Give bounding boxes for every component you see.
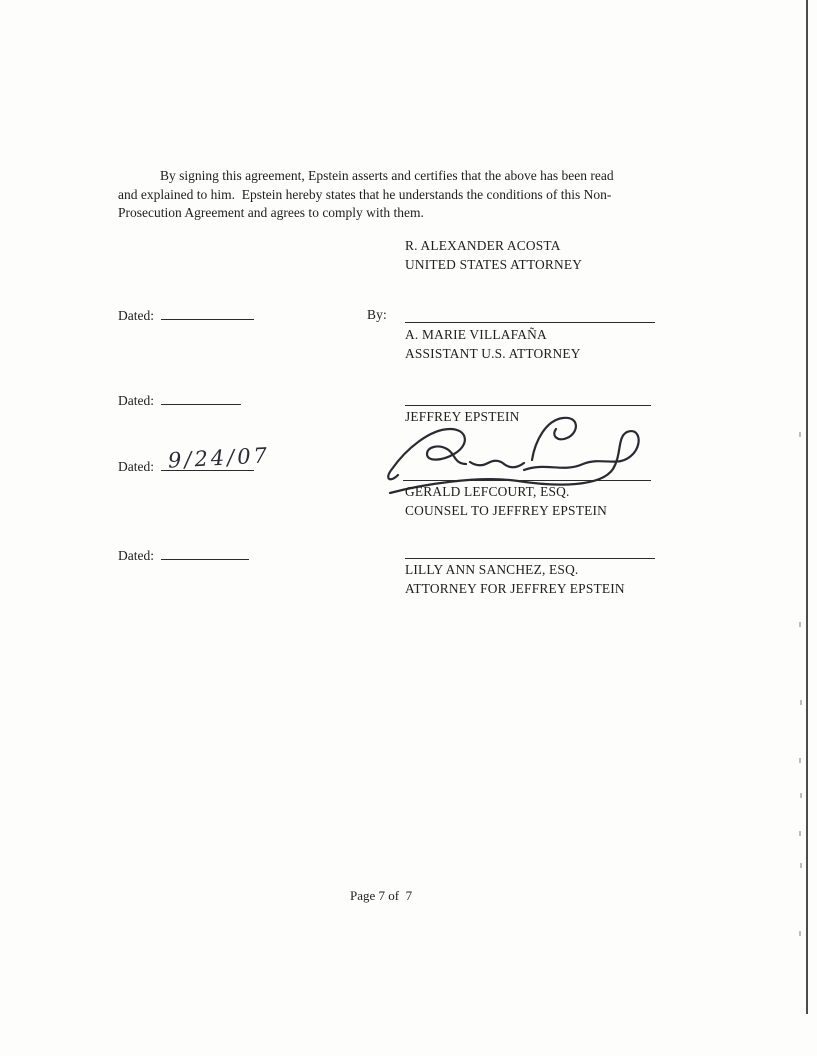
paragraph-line: By signing this agreement, Epstein asserts and certifies that the above has been read (160, 168, 614, 183)
scan-speckle (800, 700, 802, 705)
dated-label: Dated: (118, 459, 154, 474)
date-blank-line (161, 391, 241, 405)
signee-name: GERALD LEFCOURT, ESQ. (405, 484, 570, 499)
signee-block-lefcourt (405, 483, 607, 520)
signee-block-sanchez (405, 561, 625, 598)
paragraph-line: Prosecution Agreement and agrees to comply with them. (118, 205, 424, 221)
scan-speckle (799, 931, 801, 936)
by-label: By: (367, 307, 387, 322)
signee-block-villafana (405, 326, 581, 363)
signature-line (405, 558, 655, 559)
scan-speckle (800, 793, 802, 798)
scan-speckle (799, 831, 801, 836)
dated-row-epstein (118, 391, 241, 409)
signee-name: JEFFREY EPSTEIN (405, 409, 520, 424)
signee-title: ASSISTANT U.S. ATTORNEY (405, 345, 581, 361)
paragraph-line: and explained to him. Epstein hereby states that he understands the conditions of this Non- (118, 186, 612, 202)
dated-row-sanchez (118, 546, 249, 564)
signature-line (405, 322, 655, 323)
us-attorney-block (405, 237, 582, 274)
dated-row-villafana (118, 306, 254, 324)
dated-label: Dated: (118, 308, 154, 323)
signature-line (405, 405, 651, 406)
date-blank-line (161, 546, 249, 560)
us-attorney-title: UNITED STATES ATTORNEY (405, 256, 583, 272)
scan-speckle (799, 758, 801, 763)
signee-name: A. MARIE VILLAFAÑA (405, 327, 547, 342)
scan-speckle (799, 622, 801, 627)
scan-speckle (800, 863, 802, 868)
signee-name: LILLY ANN SANCHEZ, ESQ. (405, 562, 579, 577)
scan-speckle (799, 432, 801, 437)
certification-paragraph (118, 167, 614, 223)
signee-title: COUNSEL TO JEFFREY EPSTEIN (405, 502, 607, 518)
date-blank-line (161, 306, 254, 320)
us-attorney-name: R. ALEXANDER ACOSTA (405, 238, 561, 253)
dated-label: Dated: (118, 393, 154, 408)
dated-label: Dated: (118, 548, 154, 563)
signee-title: ATTORNEY FOR JEFFREY EPSTEIN (405, 580, 625, 596)
page-number: Page 7 of 7 (350, 888, 413, 903)
handwritten-date: 9/24/07 (167, 443, 271, 473)
signature-line (403, 480, 651, 481)
scan-artifact-line (806, 0, 808, 1014)
